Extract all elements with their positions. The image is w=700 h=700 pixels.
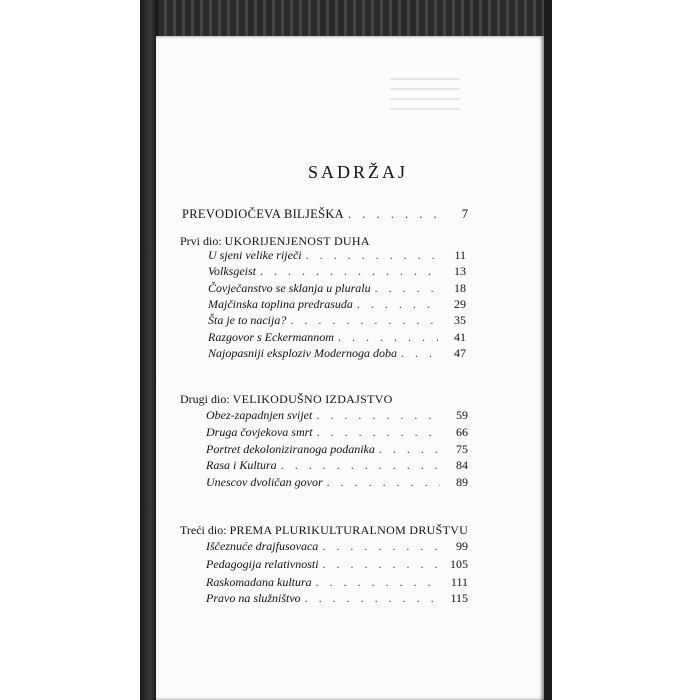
leader-dots [375,281,438,296]
toc-entry [206,458,468,473]
toc-entry-label: Majčinska toplina predrasuda [208,297,353,311]
leader-dots [316,408,440,423]
toc-entry-page: 75 [456,442,468,456]
leader-dots [306,248,438,263]
toc-entry-label: Volksgeist [208,264,256,278]
part-heading [180,234,370,249]
leader-dots [338,330,438,345]
part-prefix: Prvi dio: [180,234,222,248]
toc-entry-label: Najopasniji eksploziv Modernoga doba [208,346,397,360]
toc-preface-row [182,207,468,222]
leader-dots [323,557,440,572]
toc-title: SADRŽAJ [307,162,408,182]
toc-entry [208,346,466,361]
toc-entry-page: 13 [454,264,466,278]
toc-entry [206,408,468,423]
toc-entry-page: 105 [450,557,468,571]
toc-entry [206,591,468,606]
toc-entry-label: Razgovor s Eckermannom [208,330,334,344]
toc-entry-label: U sjeni velike riječi [208,248,302,262]
show-through-text [390,70,460,140]
toc-entry [206,557,468,572]
toc-entry-page: 84 [456,458,468,472]
toc-preface-label: PREVODIOČEVA BILJEŠKA [182,207,344,221]
toc-entry [206,575,468,590]
leader-dots [379,442,440,457]
toc-entry-label: Druga čovjekova smrt [206,425,313,439]
toc-entry-label: Rasa i Kultura [206,458,277,472]
part-name: UKORIJENJENOST DUHA [224,234,370,248]
toc-entry [206,442,468,457]
toc-entry-page: 18 [454,281,466,295]
toc-entry-page: 29 [454,297,466,311]
toc-entry-label: Pravo na služništvo [206,591,301,605]
part-prefix: Treći dio: [180,523,227,537]
part-heading [180,392,393,407]
toc-entry [208,281,466,296]
leader-dots [305,591,440,606]
toc-entry-page: 59 [456,408,468,422]
leader-dots [401,346,438,361]
toc-entry-page: 11 [454,248,466,262]
toc-entry-label: Čovječanstvo se sklanja u pluralu [208,281,371,295]
leader-dots [327,475,440,490]
toc-entry [208,297,466,312]
leader-dots [316,575,440,590]
part-prefix: Drugi dio: [180,392,230,406]
toc-entry-page: 111 [450,575,468,589]
toc-entry-label: Raskomadana kultura [206,575,312,589]
toc-entry-page: 89 [456,475,468,489]
toc-entry-label: Unescov dvoličan govor [206,475,323,489]
toc-entry [206,425,468,440]
toc-entry [206,475,468,490]
toc-entry-page: 35 [454,313,466,327]
toc-entry-page: 115 [450,591,468,605]
toc-entry-page: 99 [456,539,468,553]
toc-entry [208,330,466,345]
leader-dots [322,539,440,554]
leader-dots [281,458,440,473]
toc-entry-label: Pedagogija relativnosti [206,557,319,571]
toc-entry-label: Šta je to nacija? [208,313,287,327]
toc-entry-label: Obez-zapadnjen svijet [206,408,313,422]
part-heading [180,523,468,538]
book-right-edge [544,0,552,700]
leader-dots [290,313,438,328]
toc-entry [208,313,466,328]
part-name: PREMA PLURIKULTURALNOM DRUŠTVU [229,523,469,537]
toc-entry-label: Portret dekoloniziranoga podanika [206,442,375,456]
toc-entry-page: 47 [454,346,466,360]
leader-dots [317,425,440,440]
toc-entry-page: 41 [454,330,466,344]
toc-entry [208,264,466,279]
toc-preface-page: 7 [461,207,468,221]
part-name: VELIKODUŠNO IZDAJSTVO [232,392,393,406]
toc-entry-label: Iščeznuće drajfusovaca [206,539,319,553]
toc-entry [208,248,466,263]
leader-dots [357,297,438,312]
toc-entry [206,539,468,554]
leader-dots [260,264,438,279]
book-top-edge [140,0,550,40]
leader-dots [348,207,440,222]
toc-entry-page: 66 [456,425,468,439]
